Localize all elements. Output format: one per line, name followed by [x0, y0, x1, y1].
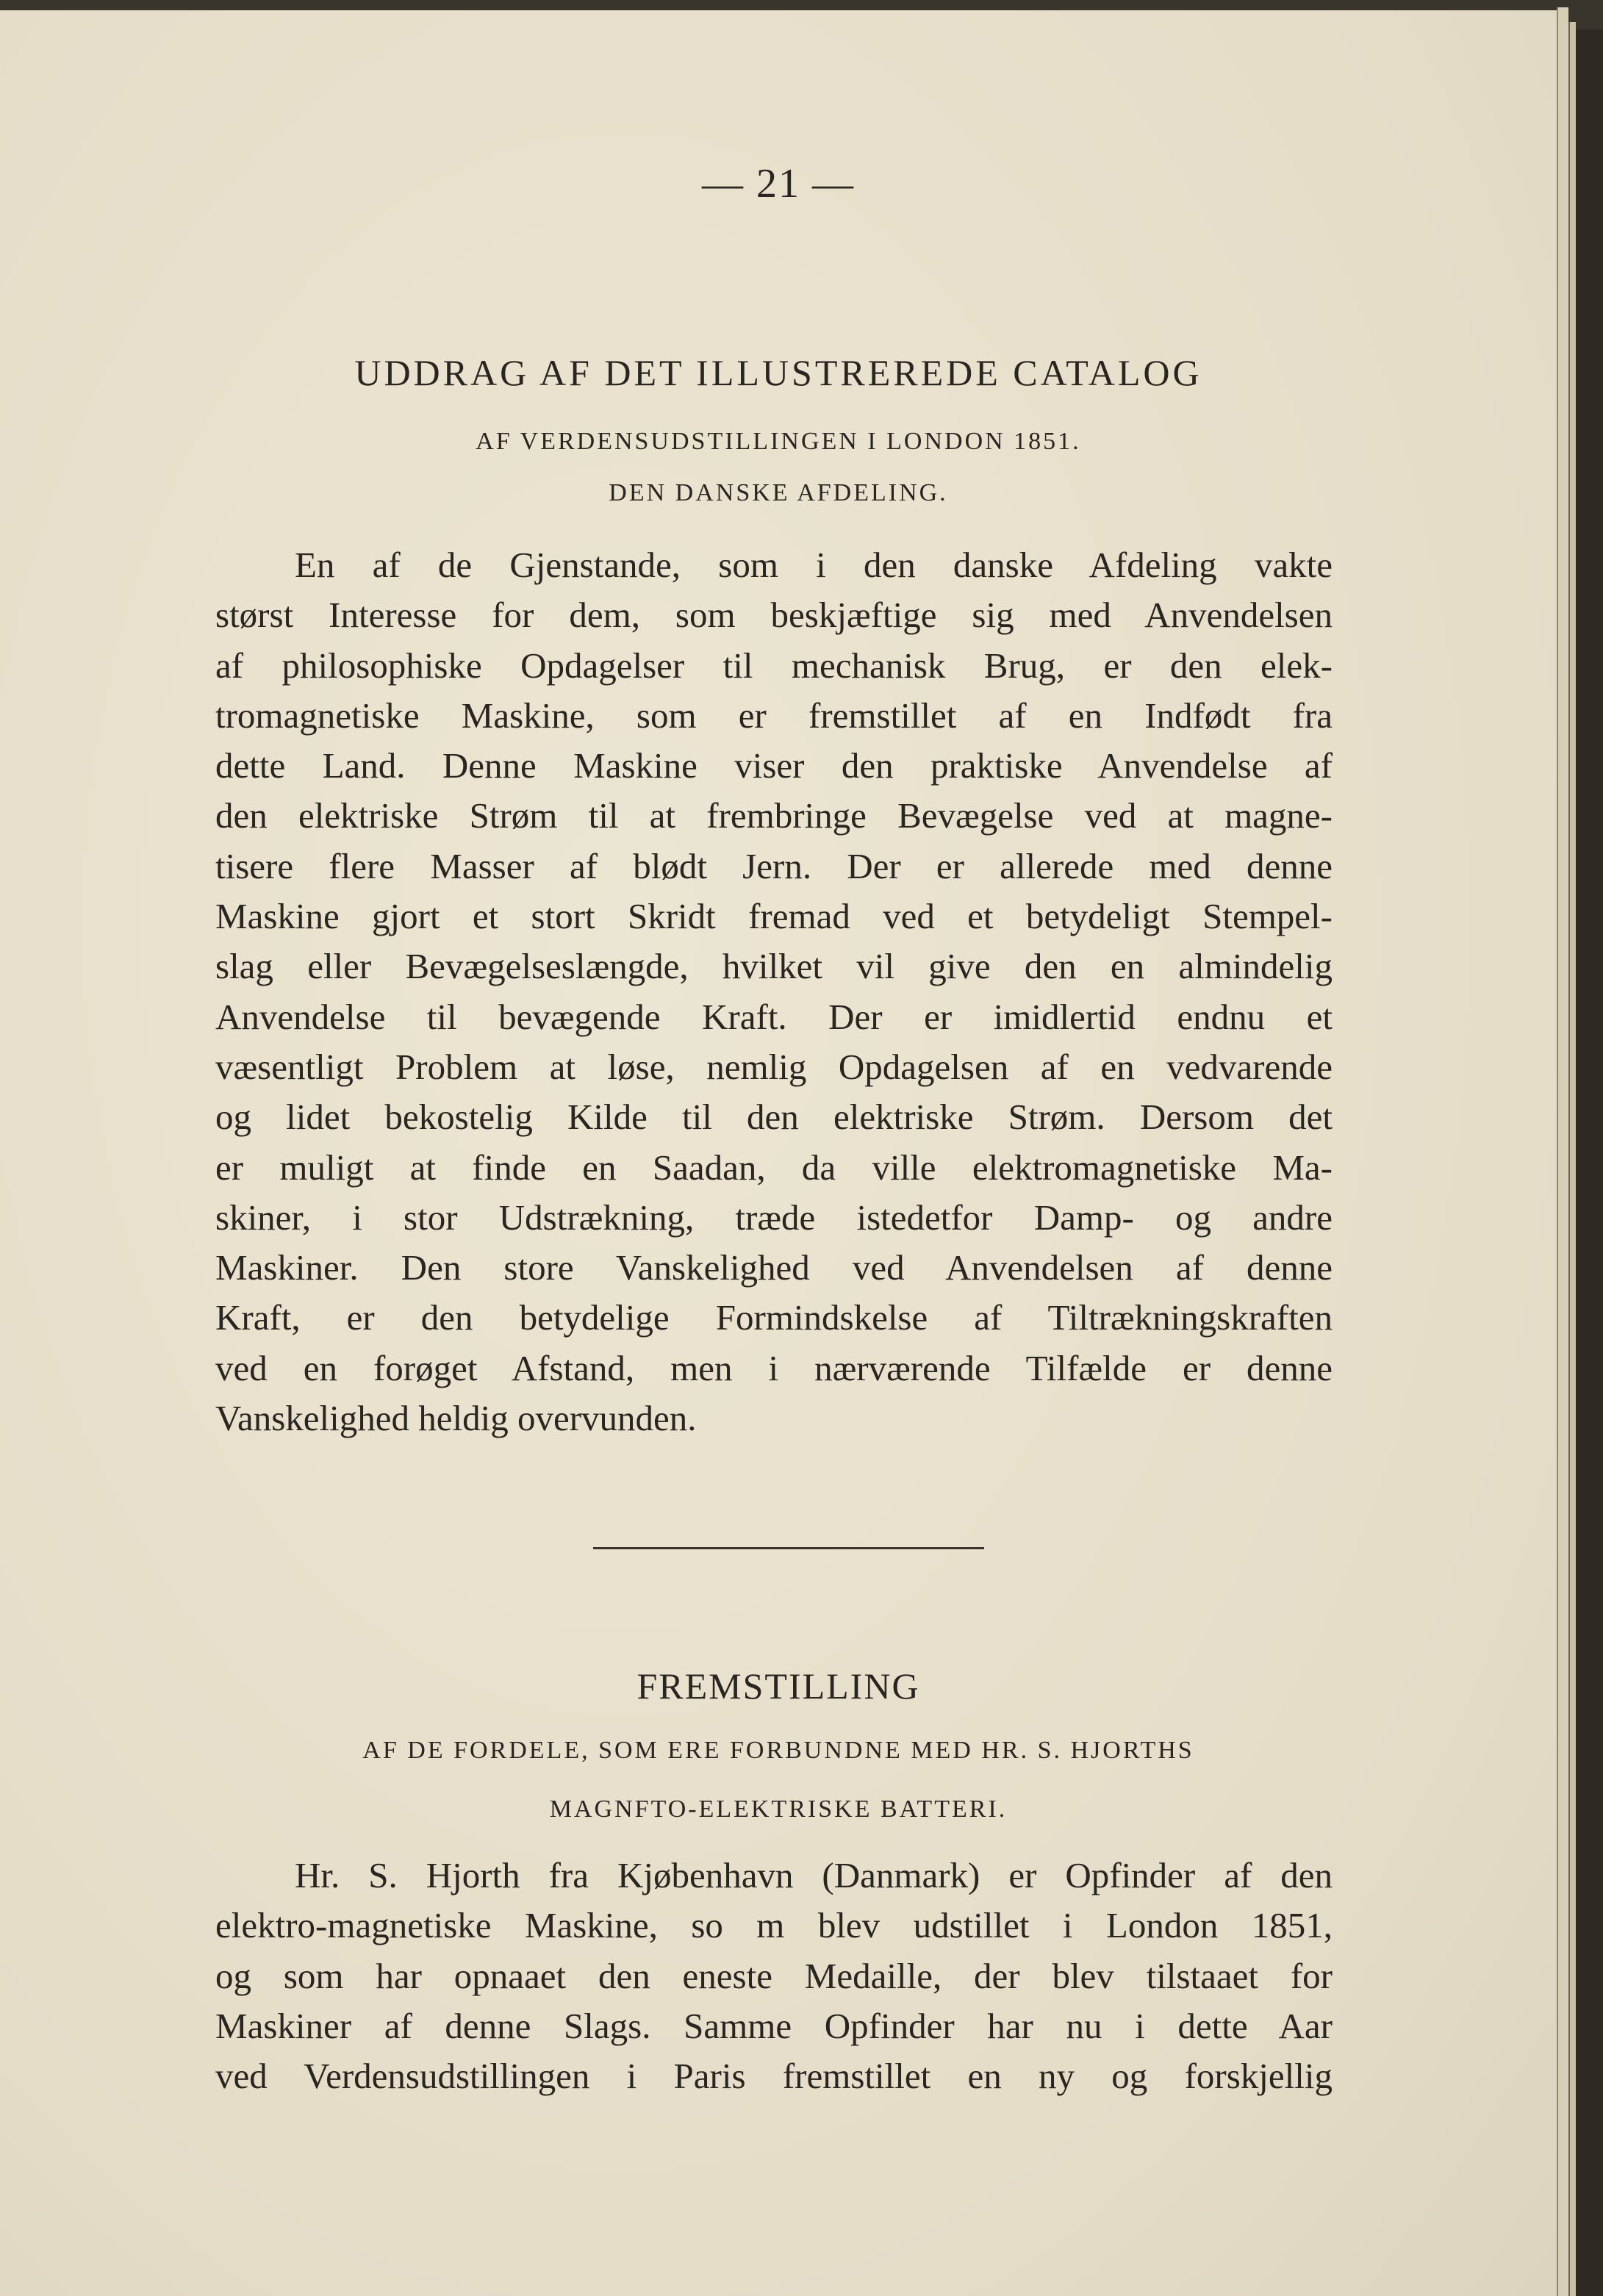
text-line: af philosophiske Opdagelser til mechanisk Brug, er den elek-	[215, 645, 1333, 686]
text-line: slag eller Bevægelseslængde, hvilket vil give den en almindelig	[215, 946, 1333, 987]
text-line: ved Verdensudstillingen i Paris fremstillet en ny og forskjellig	[215, 2056, 1333, 2097]
paragraph	[215, 1851, 1333, 2101]
text-line: Maskine gjort et stort Skridt fremad ved et betydeligt Stempel-	[215, 896, 1333, 937]
text-line: Maskiner. Den store Vanskelighed ved Anvendelsen af denne	[215, 1247, 1333, 1288]
section-subtitle: DEN DANSKE AFDELING.	[609, 479, 948, 506]
text-line: væsentligt Problem at løse, nemlig Opdagelsen af en vedvarende	[215, 1046, 1333, 1087]
text-line: er muligt at finde en Saadan, da ville elektromagnetiske Ma-	[215, 1147, 1333, 1188]
section-subtitle: MAGNFTO-ELEKTRISKE BATTERI.	[549, 1795, 1008, 1823]
text-line: og som har opnaaet den eneste Medaille, der blev tilstaaet for	[215, 1955, 1333, 1996]
text-line: Vanskelighed heldig overvunden.	[215, 1398, 697, 1439]
text-line: den elektriske Strøm til at frembringe Bevægelse ved at magne-	[215, 795, 1333, 836]
text-line: størst Interesse for dem, som beskjæftige sig med Anvendelsen	[215, 595, 1333, 636]
book-binding-shadow	[1576, 29, 1603, 2296]
paragraph	[215, 540, 1333, 1443]
section-title: FREMSTILLING	[636, 1665, 920, 1707]
page-edge	[1557, 7, 1568, 2296]
text-line: Maskiner af denne Slags. Samme Opfinder har nu i dette Aar	[215, 2005, 1333, 2046]
text-line: Hr. S. Hjorth fra Kjøbenhavn (Danmark) er Opfinder af den	[295, 1855, 1333, 1895]
text-line: og lidet bekostelig Kilde til den elektriske Strøm. Dersom det	[215, 1097, 1333, 1138]
text-line: En af de Gjenstande, som i den danske Afdeling vakte	[295, 545, 1333, 585]
text-line: tromagnetiske Maskine, som er fremstillet af en Indfødt fra	[215, 695, 1333, 736]
section-subtitle: AF DE FORDELE, SOM ERE FORBUNDNE MED HR. S. HJORTHS	[362, 1737, 1194, 1764]
text-line: Kraft, er den betydelige Formindskelse af Tiltrækningskraften	[215, 1297, 1333, 1338]
page-number: — 21 —	[702, 161, 855, 207]
text-line: ved en forøget Afstand, men i nærværende Tilfælde er denne	[215, 1347, 1333, 1388]
text-line: elektro-magnetiske Maskine, so m blev udstillet i London 1851,	[215, 1905, 1333, 1946]
page-edge	[1568, 22, 1576, 2296]
section-subtitle: AF VERDENSUDSTILLINGEN I LONDON 1851.	[476, 428, 1081, 455]
section-title: UDDRAG AF DET ILLUSTREREDE CATALOG	[354, 352, 1202, 393]
divider-rule	[593, 1547, 984, 1549]
text-line: dette Land. Denne Maskine viser den praktiske Anvendelse af	[215, 745, 1333, 786]
text-line: tisere flere Masser af blødt Jern. Der er allerede med denne	[215, 845, 1333, 886]
text-line: skiner, i stor Udstrækning, træde istedetfor Damp- og andre	[215, 1197, 1333, 1238]
text-line: Anvendelse til bevægende Kraft. Der er imidlertid endnu et	[215, 996, 1333, 1037]
